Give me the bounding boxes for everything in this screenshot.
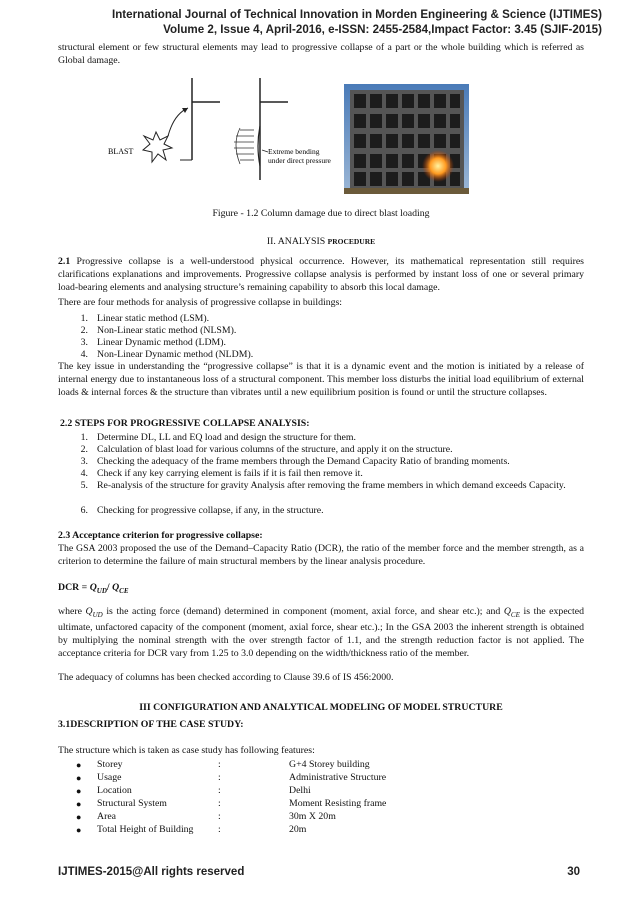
journal-title: International Journal of Technical Innovation in Morden Engineering & Science (IJTIMES): [112, 8, 602, 21]
annotation-line1: Extreme bending: [268, 147, 320, 156]
journal-volume: Volume 2, Issue 4, April-2016, e-ISSN: 2455-2584,Impact Factor: 3.45 (SJIF-2015): [163, 23, 602, 36]
section-heading-text: II. ANALYSIS: [266, 236, 326, 247]
annotation-line2: under direct pressure: [268, 156, 331, 165]
section-heading-2: [58, 236, 584, 247]
footer-copyright: IJTIMES-2015@All rights reserved: [58, 866, 245, 878]
case-study-heading: 3.1DESCRIPTION OF THE CASE STUDY:: [58, 719, 244, 730]
where-paragraph: where $Q_{UD}$ is the acting force (demand) determined in component (moment, axial force, and shear etc.); and $Q_{CE}$ is the expected ultimate, unfactored capacity of the component (moment, axial force, shear etc.).; In the GSA 2003 the inherent strength is obtained by multiplying the nominal strength with the over strength factor of 1.1, and the strength reduction factor is not applied. The acceptance criteria for DCR vary from 1.25 to 3.0 depending on the width/thickness ratio of the member.: [58, 606, 584, 659]
building-photo: [344, 84, 469, 194]
intro-paragraph: structural element or few structural elements may lead to progressive collapse of a part or the whole building which is referred as Global damage.: [58, 42, 584, 66]
page-number: 30: [567, 866, 580, 878]
features-intro: The structure which is taken as case study has following features:: [58, 745, 315, 756]
figure-caption: Figure - 1.2 Column damage due to direct blast loading: [212, 208, 430, 219]
blast-label: BLAST: [108, 147, 134, 156]
acceptance-paragraph: The GSA 2003 proposed the use of the Demand–Capacity Ratio (DCR), the ratio of the member force and the member strength, as a criterion to determine the failure of main structural members by the linear analysis procedure.: [58, 543, 584, 567]
para-number: 2.1: [58, 256, 71, 267]
methods-intro: There are four methods for analysis of progressive collapse in buildings:: [58, 297, 343, 308]
section-heading-3: III CONFIGURATION AND ANALYTICAL MODELING OF MODEL STRUCTURE: [139, 702, 503, 713]
para-text: Progressive collapse is a well-understood physical occurrence. However, its mathematical representation still requires clarifications explanations and improvements. Progressive collapse analysis is performed by instant loss of one or several primary load-bearing elements and analysing structure’s remaining capability to absorb this local damage.: [58, 256, 584, 293]
dcr-formula: DCR = $Q_{UD}/$ $Q_{CE}$: [58, 582, 129, 595]
paragraph-key-issue: The key issue in understanding the “progressive collapse” is that it is a dynamic event and the motion is initiated by a release of internal energy due to instantaneous loss of a structural component. This member loss disturbs the initial load equilibrium of external loads & internal forces & the structure than vibrates until a new equilibrium position is found or until the structure collapses.: [58, 361, 584, 398]
adequacy-line: The adequacy of columns has been checked according to Clause 39.6 of IS 456:2000.: [58, 672, 394, 683]
section-heading-small: PROCEDURE: [327, 237, 376, 246]
steps-heading: 2.2 STEPS FOR PROGRESSIVE COLLAPSE ANALYSIS:: [60, 418, 310, 429]
figure-diagram: [108, 74, 348, 194]
acceptance-heading: 2.3 Acceptance criterion for progressive collapse:: [58, 530, 263, 541]
paragraph-2-1: [58, 256, 584, 295]
